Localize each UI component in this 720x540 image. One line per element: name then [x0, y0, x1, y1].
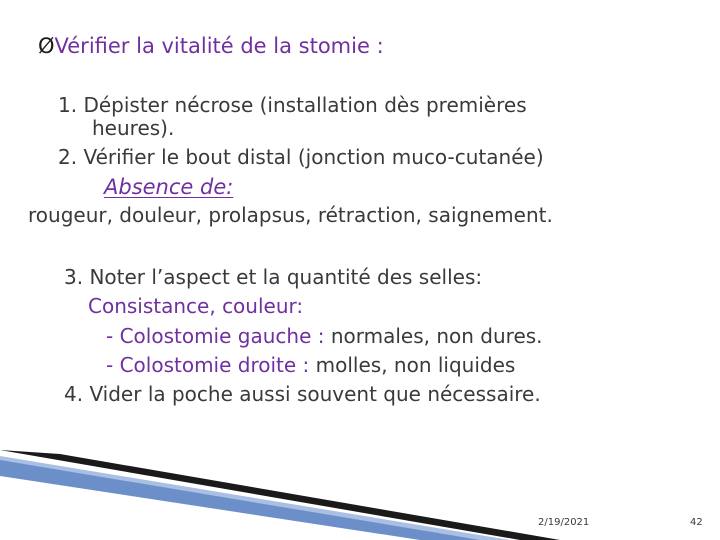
- title-text: Vérifier la vitalité de la stomie :: [54, 34, 384, 58]
- footer-date: 2/19/2021: [538, 517, 590, 528]
- droite-label: - Colostomie droite :: [106, 353, 310, 377]
- absence-heading: Absence de:: [104, 175, 234, 199]
- decorative-swoosh: [0, 440, 720, 540]
- list-item-3: 3. Noter l’aspect et la quantité des selles:: [64, 265, 483, 289]
- signs-list: rougeur, douleur, prolapsus, rétraction, saignement.: [28, 203, 553, 227]
- arrow-bullet-icon: Ø: [38, 34, 55, 58]
- slide-title: [38, 34, 384, 58]
- footer-page-number: 42: [690, 517, 703, 528]
- gauche-value: normales, non dures.: [324, 324, 543, 348]
- list-item-2: 2. Vérifier le bout distal (jonction muco-cutanée): [58, 145, 544, 169]
- list-item-1-continuation: heures).: [92, 116, 175, 140]
- droite-value: molles, non liquides: [309, 353, 516, 377]
- colostomie-gauche-row: [106, 324, 543, 348]
- list-item-4: 4. Vider la poche aussi souvent que nécessaire.: [64, 382, 541, 406]
- list-item-1: 1. Dépister nécrose (installation dès premières: [58, 93, 527, 117]
- consistance-label: Consistance, couleur:: [88, 294, 304, 318]
- gauche-label: - Colostomie gauche :: [106, 324, 325, 348]
- colostomie-droite-row: [106, 353, 515, 377]
